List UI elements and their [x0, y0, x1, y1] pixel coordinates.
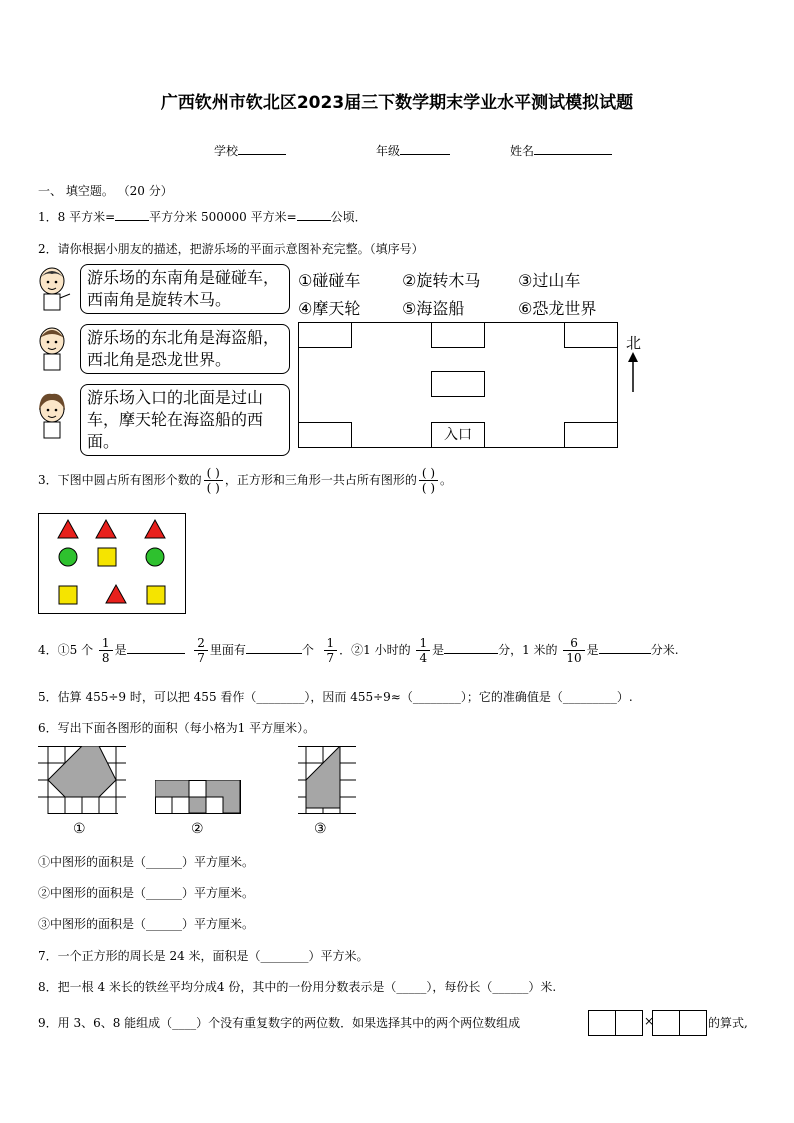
question-5: 5．估算 455÷9 时，可以把 455 看作（________），因而 455÷9≈（________）；它的准确值是（_________）.	[38, 690, 633, 704]
option-4: ④摩天轮	[298, 299, 361, 318]
child-2-icon	[36, 324, 78, 372]
page-title: 广西钦州市钦北区2023届三下数学期末学业水平测试模拟试题	[160, 93, 634, 113]
speech-bubble-1: 游乐场的东南角是碰碰车，西南角是旋转木马。	[80, 264, 290, 314]
name-label: 姓名	[510, 144, 535, 158]
area-answer-2: ②中图形的面积是（______）平方厘米。	[38, 886, 255, 900]
southwest-slot[interactable]	[298, 422, 352, 448]
name-field[interactable]	[510, 142, 612, 159]
figure-label-1: ①	[73, 821, 86, 837]
option-2: ②旋转木马	[402, 271, 481, 290]
grade-field[interactable]	[376, 142, 450, 159]
shaded-shape	[48, 746, 116, 797]
answer-blank[interactable]	[444, 641, 498, 654]
question-9-tail: 的算式,	[708, 1016, 748, 1030]
option-3: ③过山车	[518, 271, 581, 290]
circle-shape	[146, 548, 164, 566]
north-label: 北	[626, 334, 642, 352]
circle-shape	[59, 548, 77, 566]
northeast-slot[interactable]	[564, 322, 618, 348]
question-7: 7．一个正方形的周长是 24 米，面积是（________）平方米。	[38, 949, 369, 963]
option-5: ⑤海盗船	[402, 299, 465, 318]
question-2: 2．请你根据小朋友的描述，把游乐场的平面示意图补充完整。（填序号）	[38, 242, 424, 256]
center-slot[interactable]	[431, 371, 485, 397]
area-answer-1: ①中图形的面积是（______）平方厘米。	[38, 855, 255, 869]
grid-figure-1	[38, 746, 126, 814]
question-4: 4．①5 个 $\frac{1}{8}$ 是 $\frac{2}{7}$ 里面有 个 $\frac{1}{7}$ ．②1 小时的 $\frac{1}{4}$ 是 分，1 米的 $\frac{6}{10}$ 是 分米.	[38, 636, 679, 665]
answer-blank[interactable]	[115, 208, 149, 221]
square-shape	[147, 586, 165, 604]
digit-box[interactable]	[588, 1010, 616, 1036]
question-3: 3．下图中圆占所有图形个数的 $\frac{( )}{( )}$ ，正方形和三角形一共占所有图形的 $\frac{( )}{( )}$ 。	[38, 466, 453, 495]
speech-bubble-2: 游乐场的东北角是海盗船，西北角是恐龙世界。	[80, 324, 290, 374]
times-sign: ×	[644, 1014, 655, 1028]
grid-figure-3	[298, 746, 356, 814]
grid-figure-2	[155, 780, 241, 814]
digit-box[interactable]	[679, 1010, 707, 1036]
speech-bubble-3: 游乐场入口的北面是过山车，摩天轮在海盗船的西面。	[80, 384, 290, 456]
digit-box[interactable]	[615, 1010, 643, 1036]
digit-box[interactable]	[652, 1010, 680, 1036]
answer-fraction[interactable]: $\frac{( )}{( )}$	[419, 466, 438, 495]
question-8: 8．把一根 4 米长的铁丝平均分成4 份，其中的一份用分数表示是（_____），每份长（______）米.	[38, 980, 557, 994]
school-field[interactable]	[214, 142, 286, 159]
southeast-slot[interactable]	[564, 422, 618, 448]
school-label: 学校	[214, 144, 239, 158]
answer-blank[interactable]	[127, 641, 185, 654]
north-arrow-icon	[626, 352, 640, 392]
north-slot[interactable]	[431, 322, 485, 348]
square-shape	[59, 586, 77, 604]
option-6: ⑥恐龙世界	[518, 299, 597, 318]
section-heading: 一、 填空题。 （20 分）	[38, 184, 173, 198]
answer-blank[interactable]	[599, 641, 651, 654]
child-1-icon	[36, 264, 78, 312]
question-6: 6．写出下面各图形的面积（每小格为1 平方厘米）。	[38, 721, 316, 735]
square-shape	[98, 548, 116, 566]
figure-label-2: ②	[191, 821, 204, 837]
shaded-shape	[155, 780, 240, 813]
question-9: 9．用 3、6、8 能组成（____）个没有重复数字的两位数．如果选择其中的两个两位数组成	[38, 1016, 521, 1030]
answer-fraction[interactable]: $\frac{( )}{( )}$	[204, 466, 223, 495]
answer-blank[interactable]	[297, 208, 331, 221]
entrance-label: 入口	[431, 422, 485, 448]
option-1: ①碰碰车	[298, 271, 361, 290]
grade-label: 年级	[376, 144, 401, 158]
figure-label-3: ③	[314, 821, 327, 837]
northwest-slot[interactable]	[298, 322, 352, 348]
question-1: 1．8 平方米= 平方分米 500000 平方米= 公顷．	[38, 210, 367, 224]
child-3-icon	[36, 392, 78, 440]
shapes-figure	[38, 513, 186, 614]
answer-blank[interactable]	[246, 641, 302, 654]
area-answer-3: ③中图形的面积是（______）平方厘米。	[38, 917, 255, 931]
